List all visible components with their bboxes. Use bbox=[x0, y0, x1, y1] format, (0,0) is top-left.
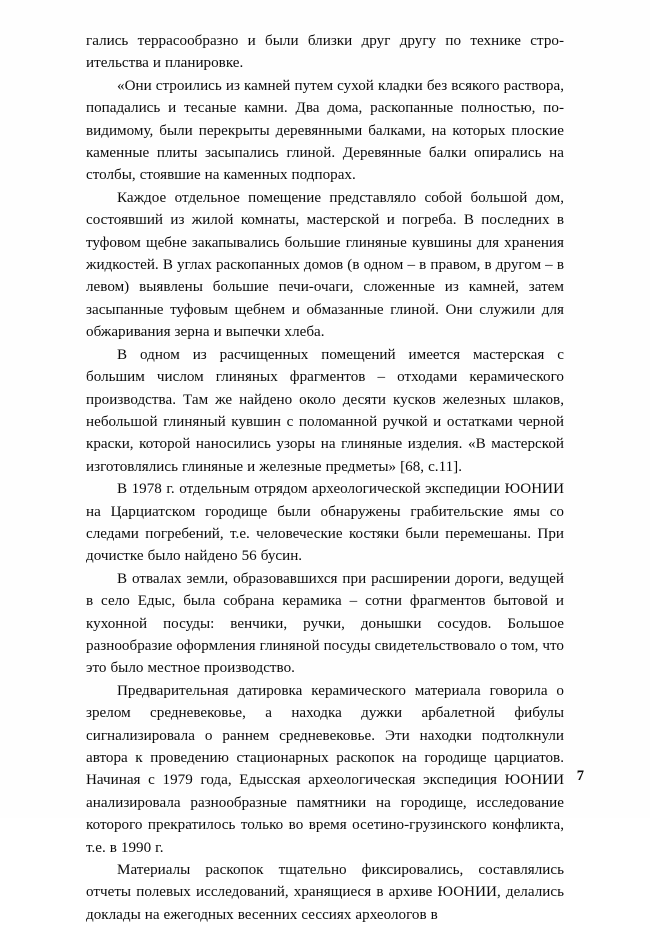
paragraph: В отвалах земли, образовавшихся при расширении дороги, ведущей в село Едыс, была собрана керамика – сотни фрагментов бытовой и кухонной посуды: венчики, ручки, донышки сосудов. Большое разнообразие оформления глиняной посуды свидетельствовало о том, что это было местное производство. bbox=[86, 570, 564, 677]
page-number: 7 bbox=[576, 768, 584, 784]
paragraph: Материалы раскопок тщательно фиксировались, составлялись отчеты полевых исследований, хранящиеся в архиве ЮОНИИ, делались доклады на ежегодных весенних сессиях археологов в bbox=[86, 862, 564, 923]
paragraph: В одном из расчищенных помещений имеется мастерская с большим числом глиняных фрагментов – отходами керамического производства. Там же найдено около десяти кусков железных шлаков, небольшой глиняный кувшин с поломанной ручкой и остатками черной краски, которой наносились узоры на глиняные изделия. «В мастерской изготовлялись глиняные и железные предметы» [68, с.11]. bbox=[86, 346, 564, 475]
paragraph: В 1978 г. отдельным отрядом археологической экспедиции ЮОНИИ на Царциатском городище были обнаружены грабительские ямы со следами погребений, т.е. человеческие костяки были перемешаны. При дочистке было найдено 56 бусин. bbox=[86, 481, 564, 565]
paragraph: гались террасообразно и были близки друг другу по технике строительства и планировке. bbox=[86, 33, 564, 72]
paragraph: Предварительная датировка керамического материала говорила о зрелом средневековье, а находка дужки арбалетной фибулы сигнализировала о раннем средневековье. Эти находки подтолкнули автора к проведению стационарных раскопок на городище царциатов. Начиная с 1979 года, Едысская археологическая экспедиция ЮОНИИ анализировала разнообразные памятники на городище, исследование которого прекратилось только во время осетино-грузинского конфликта, т.е. в 1990 г. bbox=[86, 682, 564, 856]
paragraph: Каждое отдельное помещение представляло собой большой дом, состоявший из жилой комнаты, мастерской и погреба. В последних в туфовом щебне закапывались большие глиняные кувшины для хранения жидкостей. В углах раскопанных домов (в одном – в правом, в другом – в левом) выявлены большие печи-очаги, сложенные из камней, затем засыпанные туфовым щебнем и обмазанные глиной. Они служили для обжаривания зерна и выпечки хлеба. bbox=[86, 189, 564, 341]
body-text-column bbox=[86, 30, 564, 926]
paragraph: «Они строились из камней путем сухой кладки без всякого раствора, попадались и тесаные камни. Два дома, раскопанные полностью, по-видимому, были перекрыты деревянными балками, на которых плоские каменные плиты засыпались глиной. Деревянные балки опирались на столбы, стоявшие на каменных подпорах. bbox=[86, 77, 564, 184]
